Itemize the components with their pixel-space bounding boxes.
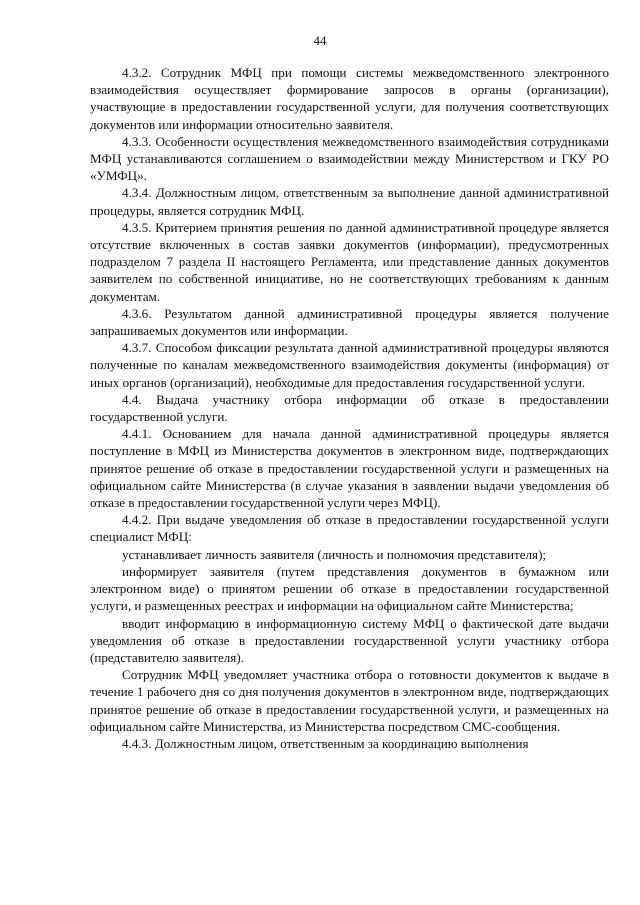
paragraph-4-3-7: 4.3.7. Способом фиксации результата данной административной процедуры являются полученные по каналам межведомственного взаимодействия документы (информация) от иных органов (организаций), необходимые для предоставления государственной услуги. [90, 340, 609, 390]
paragraph-4-4-1: 4.4.1. Основанием для начала данной административной процедуры является поступление в МФЦ из Министерства документов в электронном виде, подтверждающих принятое решение об отказе в предоставлении государственной услуги и размещенных на официальном сайте Министерства (в случае указания в заявлении выдачи уведомления об отказе в предоставлении государственной услуги через МФЦ). [90, 426, 609, 511]
paragraph-4-3-6: 4.3.6. Результатом данной административной процедуры является получение запрашиваемых документов или информации. [90, 305, 609, 339]
paragraph-4-4-2: 4.4.2. При выдаче уведомления об отказе в предоставлении государственной услуги специалист МФЦ: [90, 512, 609, 545]
paragraph-notification: Сотрудник МФЦ уведомляет участника отбора о готовности документов к выдаче в течение 1 рабочего дня со дня получения документов в электронном виде, подтверждающих принятое решение об отказе в предоставлении государственной услуги, и размещенных на официальном сайте Министерства, из Министерства посредством СМС-сообщения. [90, 667, 609, 734]
paragraph-4-4-3: 4.4.3. Должностным лицом, ответственным за координацию выполнения [122, 735, 529, 751]
document-body [90, 64, 609, 752]
list-item-inform: информирует заявителя (путем представления документов в бумажном или электронном виде) о принятом решении об отказе в предоставлении государственной услуги, и размещенных реестрах и информации на официальном сайте Министерства; [90, 563, 609, 614]
paragraph-4-4: 4.4. Выдача участнику отбора информации об отказе в предоставлении государственной услуги. [90, 391, 609, 425]
paragraph-4-3-2: 4.3.2. Сотрудник МФЦ при помощи системы межведомственного электронного взаимодействия осуществляет формирование запросов в органы (организации), участвующие в предоставлении государственной услуги, для получения соответствующих документов или информации относительно заявителя. [90, 65, 609, 132]
paragraph-4-3-4: 4.3.4. Должностным лицом, ответственным за выполнение данной административной процедуры, является сотрудник МФЦ. [90, 185, 609, 218]
list-item-identity: устанавливает личность заявителя (личность и полномочия представителя); [122, 546, 547, 562]
paragraph-4-3-3: 4.3.3. Особенности осуществления межведомственного взаимодействия сотрудниками МФЦ устанавливаются соглашением о взаимодействии между Министерством и ГКУ РО «УМФЦ». [90, 133, 609, 184]
paragraph-4-3-5: 4.3.5. Критерием принятия решения по данной административной процедуре является отсутствие включенных в состав заявки документов (информации), предусмотренных подразделом 7 раздела II настоящего Регламента, или представление данных документов заявителем по собственной инициативе, но не соответствующих требованиям к данным документам. [90, 219, 609, 304]
page-number: 44 [313, 33, 327, 48]
list-item-enter-info: вводит информацию в информационную систему МФЦ о фактической дате выдачи уведомления об отказе в предоставлении государственной услуги участнику отбора (представителю заявителя). [90, 615, 609, 665]
